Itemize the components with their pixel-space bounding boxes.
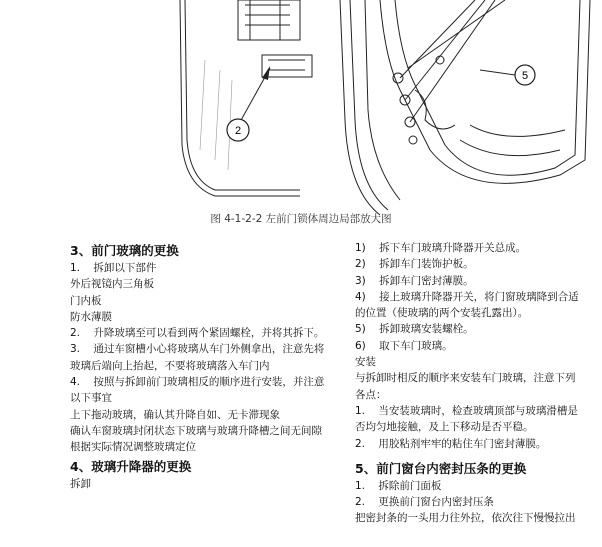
text-line: 3. 通过车窗槽小心将玻璃从车门外侧拿出，注意先将玻璃后端向上抬起，不要将玻璃落入车门内: [70, 343, 325, 372]
text-line: 门内板: [70, 294, 102, 307]
left-column: [70, 240, 332, 492]
section-4-title: 4、玻璃升降器的更换: [70, 458, 192, 474]
callout-2: [227, 119, 249, 141]
text-line: 1. 拆除前门面板: [355, 479, 442, 492]
text-line: 否均匀地接触，及上下移动是否平稳。: [355, 421, 534, 434]
text-line: 确认车窗玻璃封闭状态下玻璃与玻璃升降槽之间无间隙: [70, 424, 322, 437]
text-line: 1. 当安装玻璃时，检查玻璃顶部与玻璃滑槽是: [355, 404, 578, 417]
section-5-title: 5、前门窗台内密封压条的更换: [355, 460, 527, 476]
text-line: 6) 取下车门玻璃。: [355, 339, 453, 352]
right-column: [355, 240, 602, 527]
text-line: 外后视镜内三角板: [70, 278, 154, 291]
text-line: 1. 拆卸以下部件: [70, 262, 157, 274]
door-lock-diagram: [0, 0, 602, 230]
text-line: 把密封条的一头用力往外拉，依次往下慢慢拉出: [355, 512, 576, 525]
text-line: 2. 用胶粘剂牢牢的粘住车门密封薄膜。: [355, 437, 547, 450]
callout-5: [515, 65, 535, 85]
text-line: 4) 接上玻璃升降器开关，将门窗玻璃降到合适: [355, 290, 579, 303]
svg-text:5: 5: [521, 70, 529, 82]
text-line: 根据实际情况调整玻璃定位: [70, 441, 196, 454]
text-line: 1) 拆下车门玻璃升降器开关总成。: [355, 242, 527, 254]
text-line: 3) 拆卸车门密封薄膜。: [355, 274, 474, 287]
text-line: 2. 升降玻璃至可以看到两个紧固螺栓，并将其拆下。: [70, 327, 325, 340]
text-line: 5) 拆卸玻璃安装螺栓。: [355, 323, 474, 336]
text-line: 的位置（使玻璃的两个安装孔露出）。: [355, 307, 529, 320]
text-line: 拆卸: [70, 477, 91, 490]
arrow-head-icon: [262, 66, 270, 80]
text-line: 4. 按照与拆卸前门玻璃相反的顺序进行安装，并注意以下事宜: [70, 376, 325, 405]
text-line: 各点：: [355, 388, 387, 401]
svg-text:2: 2: [234, 125, 242, 137]
text-line: 上下拖动玻璃，确认其升降自如、无卡滞现象: [70, 408, 280, 421]
text-line: 防水薄膜: [70, 310, 112, 323]
text-line: 与拆卸时相反的顺序来安装车门玻璃，注意下列: [355, 372, 576, 385]
text-line: 2. 更换前门窗台内密封压条: [355, 496, 494, 509]
text-line: 安装: [355, 356, 376, 369]
text-line: 2) 拆卸车门装饰护板。: [355, 258, 474, 271]
figure-caption: 图 4-1-2-2 左前门锁体周边局部放大图: [210, 213, 392, 225]
section-3-title: 3、前门玻璃的更换: [70, 243, 179, 258]
